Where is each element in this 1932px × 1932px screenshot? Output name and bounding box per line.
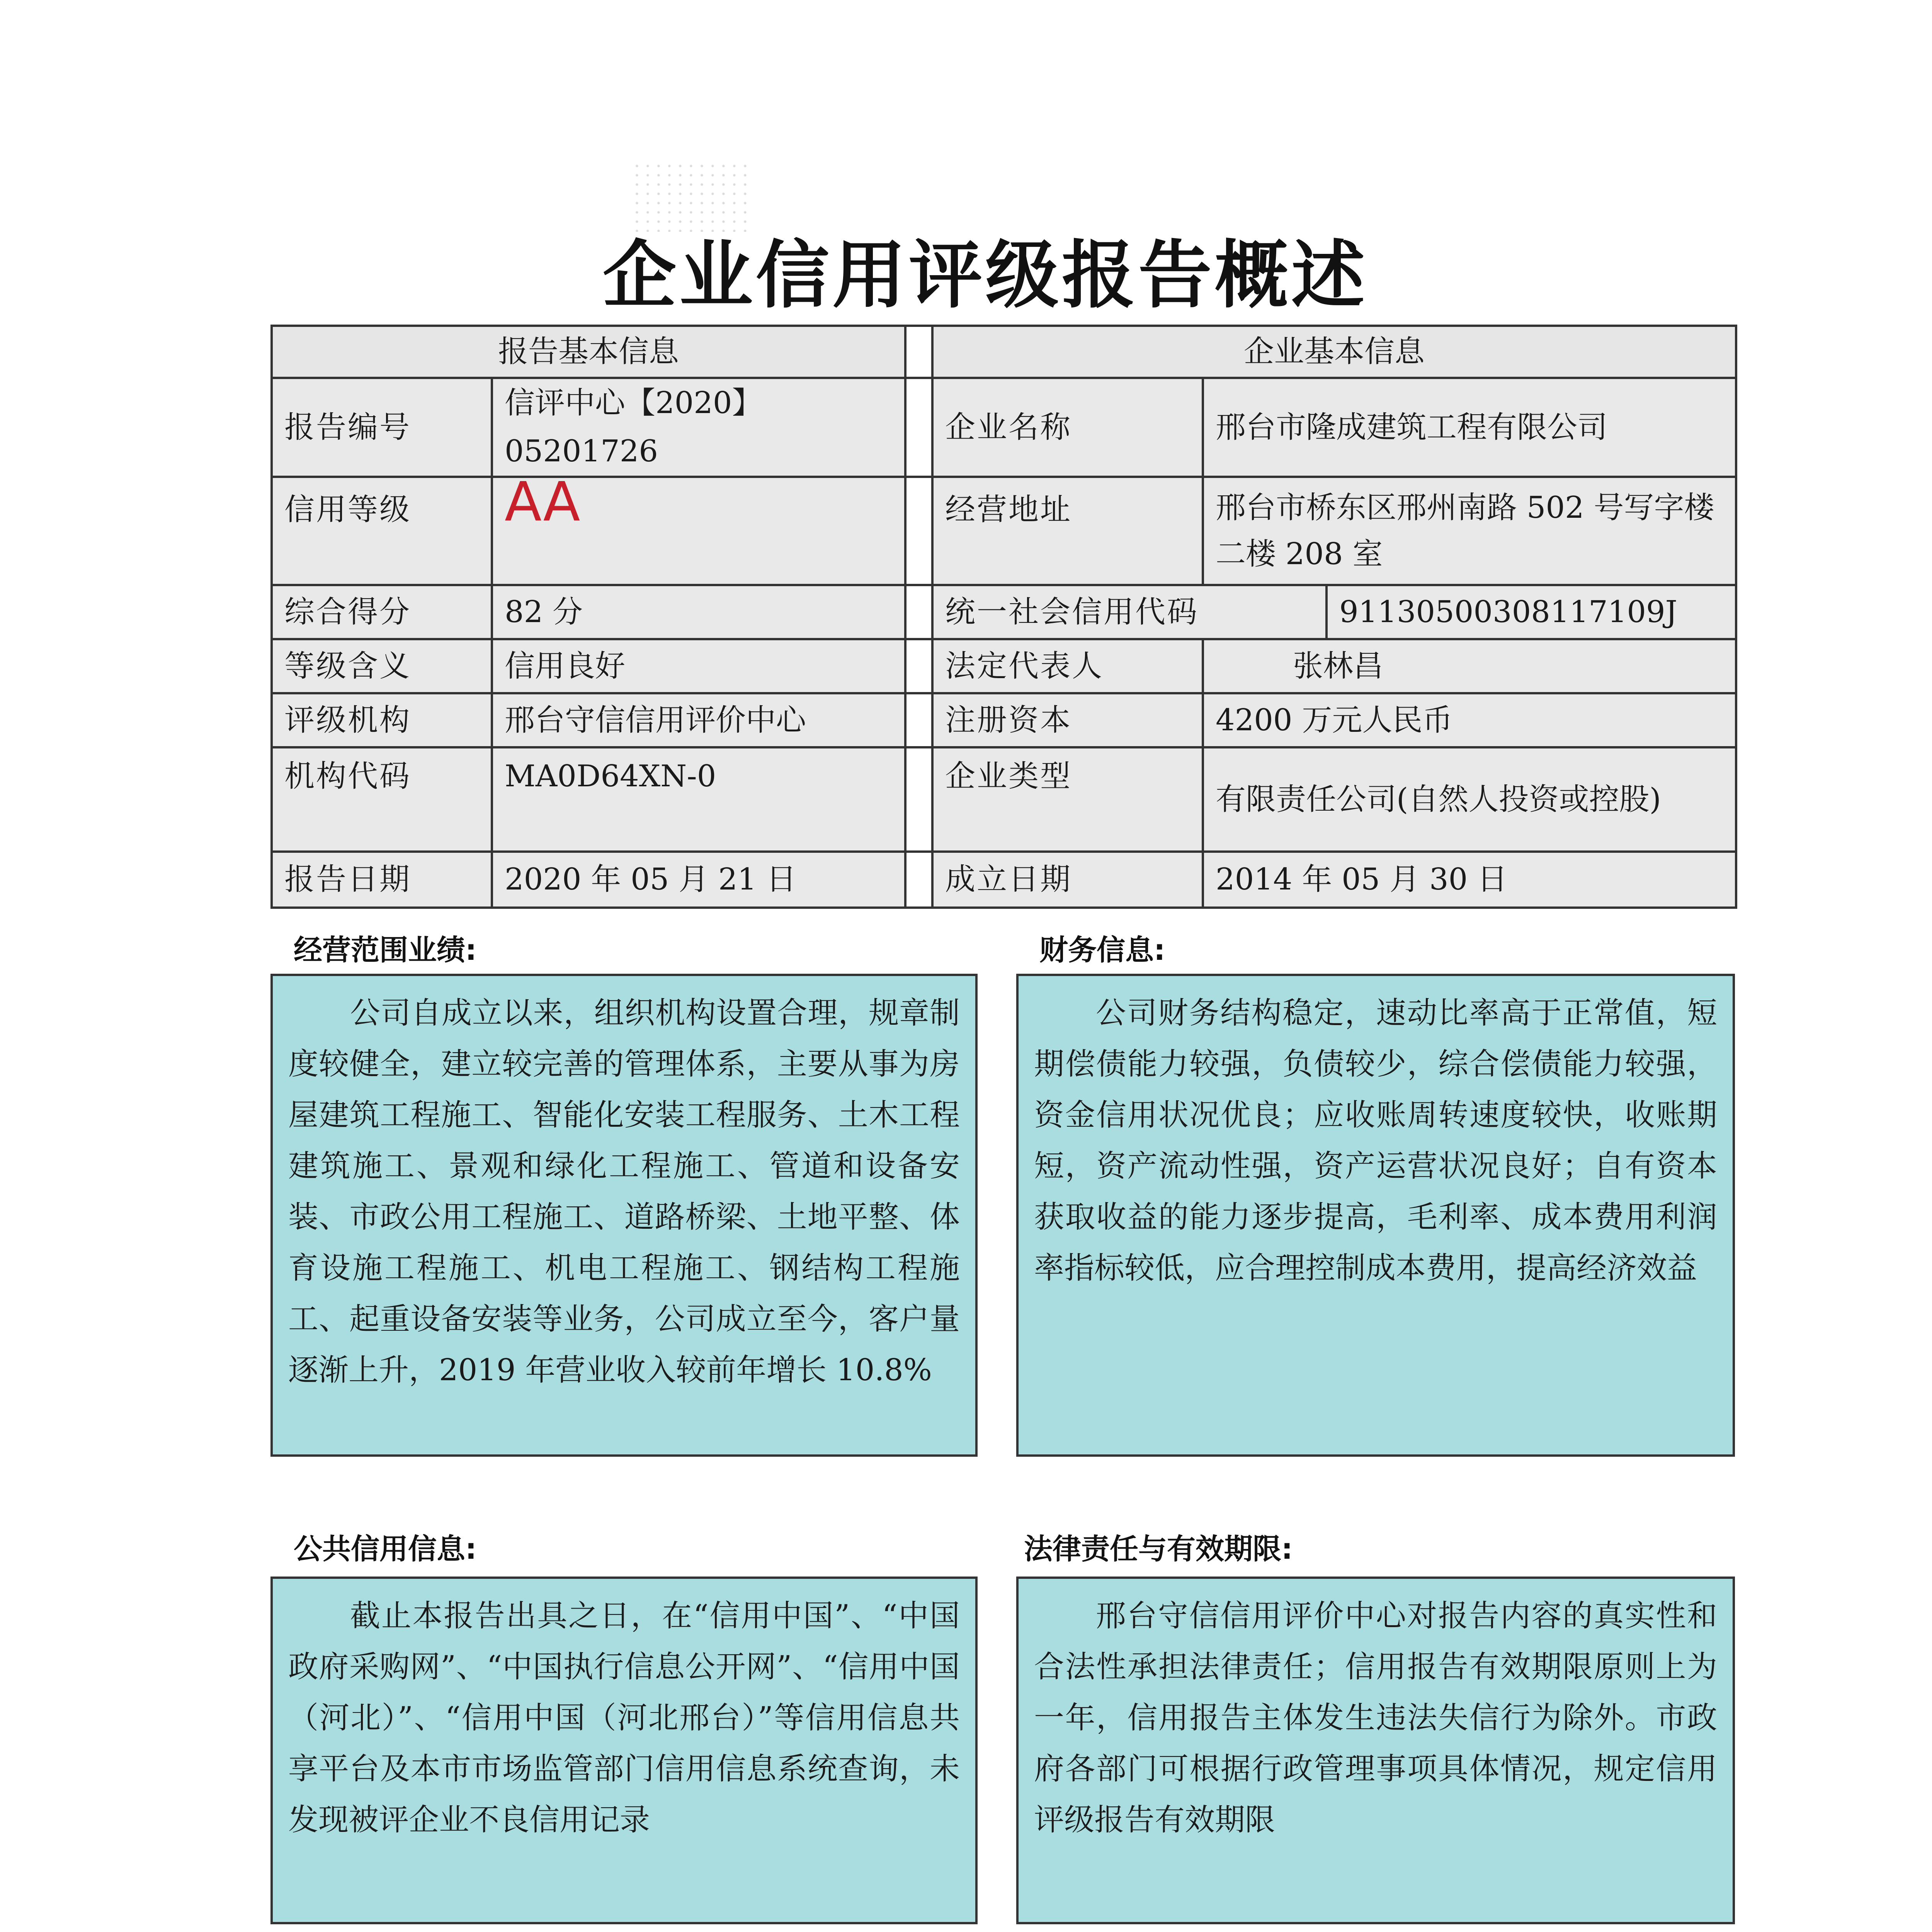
founded-label: 成立日期 [932,852,1203,908]
public-credit-title: 公共信用信息: [294,1532,477,1566]
founded-value: 2014 年 05 月 30 日 [1203,852,1736,908]
agency-code-label: 机构代码 [272,747,492,852]
agency-code-value: MA0D64XN-0 [492,747,905,852]
finance-panel: 公司财务结构稳定，速动比率高于正常值，短期偿债能力较强，负债较少，综合偿债能力较强，资金信用状况优良；应收账周转速度较快，收账期短，资产流动性强，资产运营状况良好；自有资本获取收益的能力逐步提高，毛利率、成本费用利润率指标较低，应合理控制成本费用，提高经济效益 [1016,974,1735,1457]
finance-title: 财务信息: [1039,934,1165,967]
legal-title: 法律责任与有效期限: [1024,1532,1293,1566]
credit-grade-value: AA [505,471,580,534]
rating-agency-label: 评级机构 [272,693,492,747]
report-date-label: 报告日期 [272,852,492,908]
grade-meaning-value: 信用良好 [492,639,905,693]
address-value: 邢台市桥东区邢州南路 502 号写字楼二楼 208 室 [1203,477,1736,585]
credit-code-value: 91130500308117109J [1327,585,1736,639]
legal-rep-label: 法定代表人 [932,639,1203,693]
page-title: 企业信用评级报告概述 [602,233,1368,318]
info-table [270,325,1737,909]
capital-value: 4200 万元人民币 [1203,693,1736,747]
score-value: 82 分 [492,585,905,639]
rating-agency-value: 邢台守信信用评价中心 [492,693,905,747]
legal-panel: 邢台守信信用评价中心对报告内容的真实性和合法性承担法律责任；信用报告有效期限原则上为一年，信用报告主体发生违法失信行为除外。市政府各部门可根据行政管理事项具体情况，规定信用评级报告有效期限 [1016,1577,1735,1924]
legal-rep-value: 张林昌 [1203,639,1736,693]
company-type-value: 有限责任公司(自然人投资或控股) [1203,747,1736,852]
company-name-label: 企业名称 [932,378,1203,477]
score-label: 综合得分 [272,585,492,639]
address-label: 经营地址 [932,477,1203,585]
credit-code-label: 统一社会信用代码 [932,585,1327,639]
public-credit-panel: 截止本报告出具之日，在“信用中国”、“中国政府采购网”、“中国执行信息公开网”、“信用中国（河北）”、“信用中国（河北邢台）”等信用信息共享平台及本市市场监管部门信用信息系统查询，未发现被评企业不良信用记录 [270,1577,978,1924]
report-no-label: 报告编号 [272,378,492,477]
business-panel: 公司自成立以来，组织机构设置合理，规章制度较健全，建立较完善的管理体系，主要从事为房屋建筑工程施工、智能化安装工程服务、土木工程建筑施工、景观和绿化工程施工、管道和设备安装、市政公用工程施工、道路桥梁、土地平整、体育设施工程施工、机电工程施工、钢结构工程施工、起重设备安装等业务，公司成立至今，客户量逐渐上升，2019 年营业收入较前年增长 10.8% [270,974,978,1457]
report-info-header: 报告基本信息 [272,326,905,378]
grade-meaning-label: 等级含义 [272,639,492,693]
company-type-label: 企业类型 [932,747,1203,852]
company-name-value: 邢台市隆成建筑工程有限公司 [1203,378,1736,477]
credit-grade-label: 信用等级 [272,477,492,585]
business-title: 经营范围业绩: [294,934,477,967]
capital-label: 注册资本 [932,693,1203,747]
company-info-header: 企业基本信息 [932,326,1736,378]
report-date-value: 2020 年 05 月 21 日 [492,852,905,908]
report-no-value: 信评中心【2020】05201726 [492,378,905,477]
